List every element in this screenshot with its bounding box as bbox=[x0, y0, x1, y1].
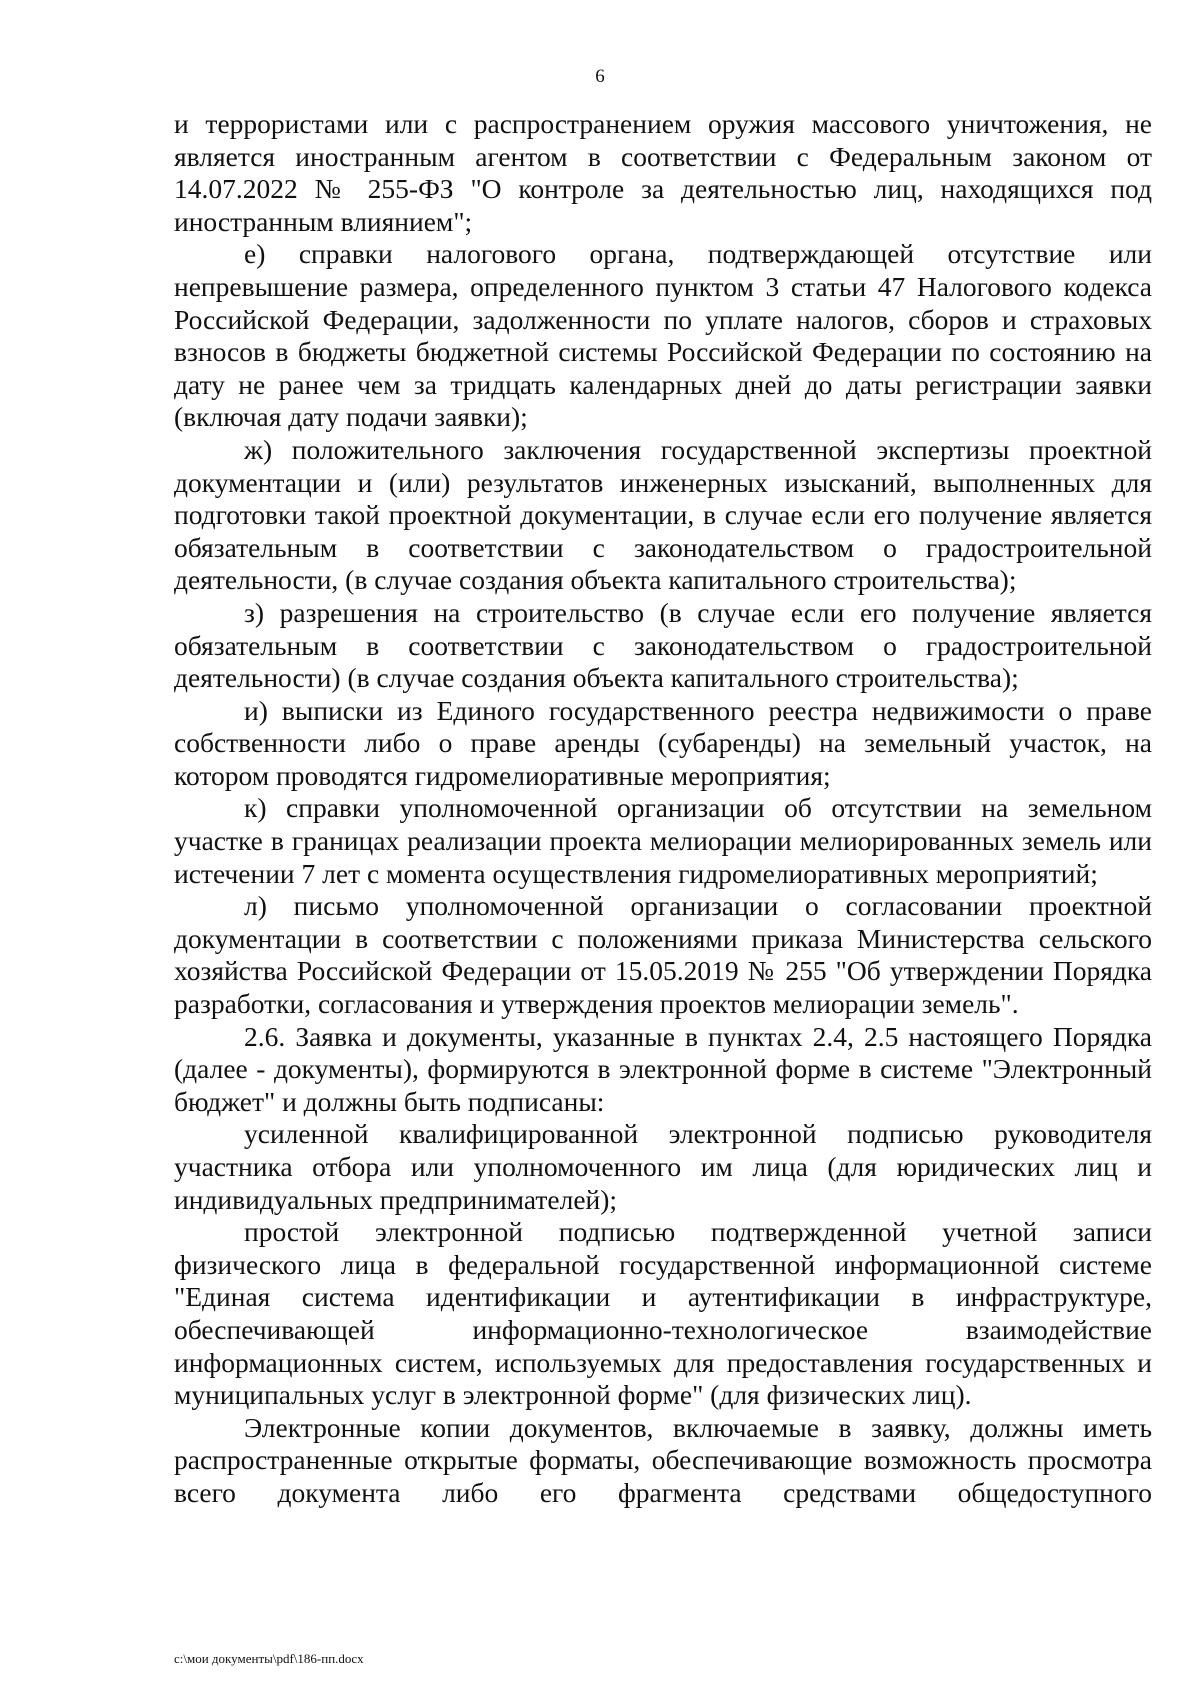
paragraph-continuation: и террористами или с распространением оружия массового уничтожения, не является иностранным агентом в соответствии с Федеральным законом от 14.07.2022 № 255-ФЗ "О контроле за деятельностью лиц, находящихся под иностранным влиянием"; bbox=[174, 108, 1152, 237]
paragraph-item-e: е) справки налогового органа, подтверждающей отсутствие или непревышение размера, определенного пунктом 3 статьи 47 Налогового кодекса Российской Федерации, задолженности по уплате налогов, сборов и страховых взносов в бюджеты бюджетной системы Российской Федерации по состоянию на дату не ранее чем за тридцать календарных дней до даты регистрации заявки (включая дату подачи заявки); bbox=[174, 238, 1152, 433]
paragraph-item-k: к) справки уполномоченной организации об отсутствии на земельном участке в границах реализации проекта мелиорации мелиорированных земель или истечении 7 лет с момента осуществления гидромелиоративных мероприятий; bbox=[174, 792, 1152, 889]
paragraph-item-z: з) разрешения на строительство (в случае если его получение является обязательным в соответствии с законодательством о градостроительной деятельности) (в случае создания объекта капитального строительства); bbox=[174, 596, 1152, 694]
paragraph-item-i: и) выписки из Единого государственного реестра недвижимости о праве собственности либо о праве аренды (субаренды) на земельный участок, на котором проводятся гидромелиоративные мероприятия; bbox=[174, 694, 1152, 791]
page-number: 6 bbox=[595, 66, 605, 87]
footer-file-path: c:\мои документы\pdf\186-пп.docx bbox=[174, 1651, 364, 1666]
paragraph-electronic-copies: Электронные копии документов, включаемые в заявку, должны иметь распространенные открытые форматы, обеспечивающие возможность просмотра всего документа либо его фрагмента средствами общедоступного bbox=[174, 1411, 1152, 1508]
document-body bbox=[174, 108, 1152, 1510]
paragraph-signature-legal: усиленной квалифицированной электронной подписью руководителя участника отбора или уполномоченного им лица (для юридических лиц и индивидуальных предпринимателей); bbox=[174, 1118, 1152, 1215]
paragraph-item-zh: ж) положительного заключения государственной экспертизы проектной документации и (или) результатов инженерных изысканий, выполненных для подготовки такой проектной документации, в случае если его получение является обязательным в соответствии с законодательством о градостроительной деятельности, (в случае создания объекта капитального строительства); bbox=[174, 433, 1152, 596]
paragraph-section-2-6: 2.6. Заявка и документы, указанные в пунктах 2.4, 2.5 настоящего Порядка (далее - документы), формируются в электронной форме в системе "Электронный бюджет" и должны быть подписаны: bbox=[174, 1020, 1152, 1117]
paragraph-item-l: л) письмо уполномоченной организации о согласовании проектной документации в соответствии с положениями приказа Министерства сельского хозяйства Российской Федерации от 15.05.2019 № 255 "Об утверждении Порядка разработки, согласования и утверждения проектов мелиорации земель". bbox=[174, 890, 1152, 1020]
paragraph-signature-physical: простой электронной подписью подтвержденной учетной записи физического лица в федеральной государственной информационной системе "Единая система идентификации и аутентификации в инфраструктуре, обеспечивающей информационно-технологическое взаимодействие информационных систем, используемых для предоставления государственных и муниципальных услуг в электронной форме" (для физических лиц). bbox=[174, 1216, 1152, 1411]
